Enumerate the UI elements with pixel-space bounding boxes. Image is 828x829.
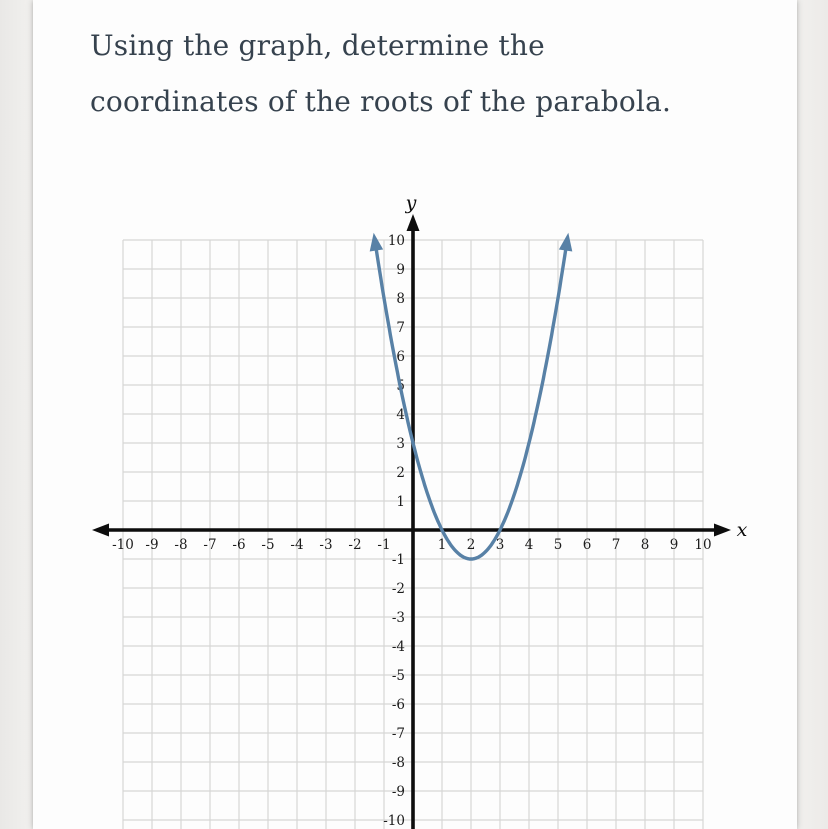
svg-text:3: 3: [495, 537, 505, 553]
svg-text:-1: -1: [377, 537, 391, 553]
parabola-arrowhead-left: [370, 233, 383, 252]
svg-text:8: 8: [396, 291, 405, 307]
x-axis-arrowhead-left: [92, 524, 109, 537]
svg-text:-8: -8: [391, 755, 405, 771]
y-axis-arrowhead-top: [407, 214, 420, 231]
svg-text:2: 2: [396, 465, 405, 481]
question-line-2: coordinates of the roots of the parabola.: [90, 85, 672, 118]
y-axis-label: y: [405, 192, 417, 214]
svg-text:6: 6: [396, 349, 405, 365]
svg-text:-4: -4: [290, 537, 304, 553]
svg-text:-6: -6: [232, 537, 246, 553]
svg-text:-7: -7: [203, 537, 217, 553]
svg-text:9: 9: [396, 262, 405, 278]
worksheet-card: [33, 0, 797, 829]
svg-text:4: 4: [396, 407, 405, 423]
svg-text:8: 8: [640, 537, 650, 553]
x-axis-arrowhead-right: [714, 524, 731, 537]
svg-text:-5: -5: [391, 668, 405, 684]
svg-text:-9: -9: [145, 537, 159, 553]
svg-text:10: 10: [694, 537, 712, 553]
svg-text:-10: -10: [383, 813, 405, 829]
svg-text:1: 1: [396, 494, 405, 510]
svg-text:-2: -2: [391, 581, 405, 597]
axes: [104, 226, 719, 829]
svg-text:3: 3: [396, 436, 405, 452]
svg-text:10: 10: [387, 233, 405, 249]
parabola-graph: [0, 185, 828, 829]
parabola-arrowhead-right: [559, 233, 572, 252]
svg-text:-9: -9: [391, 784, 405, 800]
svg-text:-8: -8: [174, 537, 188, 553]
svg-text:-4: -4: [391, 639, 405, 655]
svg-text:7: 7: [396, 320, 405, 336]
graph-area: [0, 185, 828, 829]
svg-text:2: 2: [466, 537, 476, 553]
svg-text:-1: -1: [391, 552, 405, 568]
svg-text:-5: -5: [261, 537, 275, 553]
svg-text:9: 9: [669, 537, 679, 553]
svg-text:5: 5: [396, 378, 405, 394]
svg-text:5: 5: [553, 537, 563, 553]
question-text: [90, 18, 740, 130]
svg-text:6: 6: [582, 537, 592, 553]
svg-text:-7: -7: [391, 726, 405, 742]
svg-text:1: 1: [437, 537, 447, 553]
svg-text:-3: -3: [391, 610, 405, 626]
svg-text:4: 4: [524, 537, 534, 553]
svg-text:-2: -2: [348, 537, 362, 553]
svg-text:-3: -3: [319, 537, 333, 553]
x-axis-label: x: [736, 519, 748, 541]
svg-text:-10: -10: [112, 537, 134, 553]
svg-text:7: 7: [611, 537, 621, 553]
svg-text:-6: -6: [391, 697, 405, 713]
question-line-1: Using the graph, determine the: [90, 29, 545, 62]
